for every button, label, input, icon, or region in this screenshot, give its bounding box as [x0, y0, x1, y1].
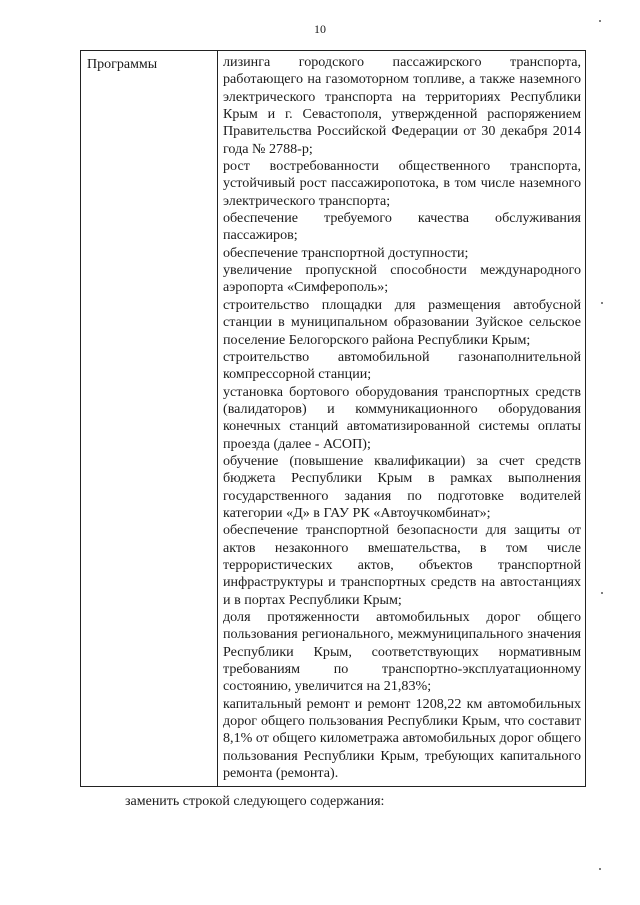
list-item: обеспечение транспортной доступности;: [223, 244, 469, 261]
list-item: обеспечение требуемого качества обслуживания пассажиров;: [223, 210, 581, 244]
list-item: капитальный ремонт и ремонт 1208,22 км автомобильных дорог общего пользования Республики Крым, что составит 8,1% от общего километража автомобильных дорог общего пользования Республики Крым, требующих капитального ремонта (ремонта).: [223, 695, 581, 782]
list-item: обеспечение транспортной безопасности для защиты от актов незаконного вмешательства, в том числе террористических актов, объектов транспортной инфраструктуры и транспортных средств на автостанциях и в портах Республики Крым;: [223, 522, 581, 608]
list-item: обучение (повышение квалификации) за счет средств бюджета Республики Крым в рамках выполнения государственного задания по подготовке водителей категории «Д» в ГАУ РК «Автоучкомбинат»;: [223, 452, 581, 521]
scan-speck: [599, 868, 601, 870]
table-row: [81, 51, 586, 787]
replace-instruction: заменить строкой следующего содержания:: [125, 794, 385, 809]
list-item: рост востребованности общественного транспорта, устойчивый рост пассажиропотока, в том числе наземного электрического транспорта;: [223, 158, 581, 209]
list-item: установка бортового оборудования транспортных средств (валидаторов) и коммуникационного оборудования конечных станций автоматизированной системы оплаты проезда (далее - АСОП);: [223, 383, 581, 452]
list-item: лизинга городского пассажирского транспорта, работающего на газомоторном топливе, а также наземного электрического транспорта на территориях Республики Крым и г. Севастополя, утвержденной распоряжением Правительства Российской Федерации от 30 декабря 2014 года № 2788-р;: [223, 54, 581, 157]
list-item: доля протяженности автомобильных дорог общего пользования регионального, межмуниципального значения Республики Крым, соответствующих нормативным требованиям по транспортно-эксплуатационному состоянию, увеличится на 21,83%;: [223, 609, 581, 695]
page-number: 10: [314, 22, 326, 36]
scan-speck: [599, 20, 601, 22]
scan-speck: [601, 592, 603, 594]
program-table: [80, 50, 586, 787]
row-label: Программы: [81, 51, 218, 787]
list-item: увеличение пропускной способности международного аэропорта «Симферополь»;: [223, 262, 581, 296]
list-item: строительство автомобильной газонаполнительной компрессорной станции;: [223, 348, 581, 383]
list-item: строительство площадки для размещения автобусной станции в муниципальном образовании Зуйское сельское поселение Белогорского района Республики Крым;: [223, 296, 581, 348]
scan-speck: [601, 302, 603, 304]
row-content: [218, 51, 586, 787]
